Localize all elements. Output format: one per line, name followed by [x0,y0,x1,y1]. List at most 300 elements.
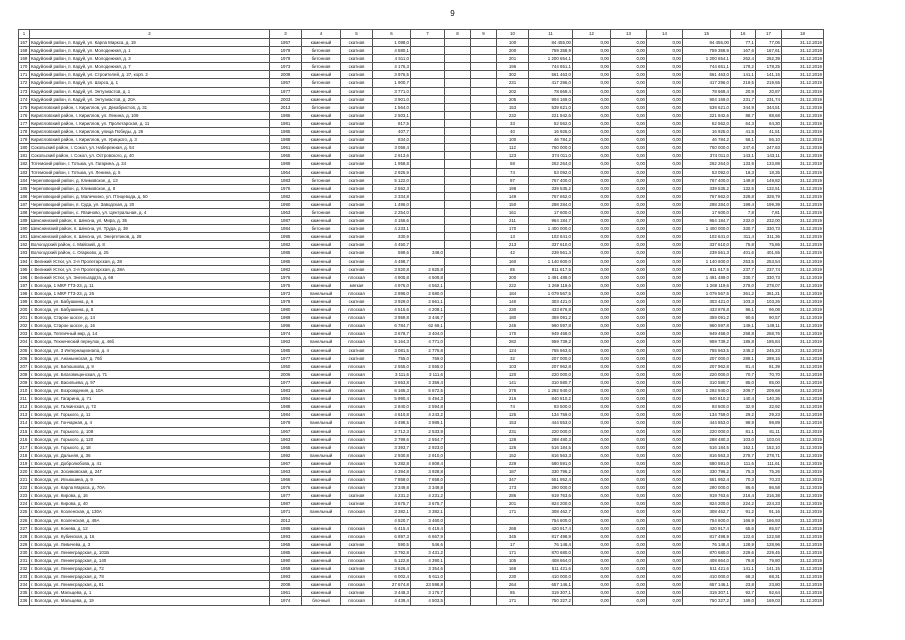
table-cell: 2 712,3 [373,427,411,435]
table-row [19,500,824,508]
table-cell: 200 [19,306,30,314]
table-cell: плоская [341,597,373,605]
table-cell: 3 626,4 [373,565,411,573]
table-cell: 232 [19,565,30,573]
table-cell: 75,8 [731,241,756,249]
table-row [19,476,824,484]
table-cell: скатная [341,540,373,548]
table-cell: 0,00 [647,119,683,127]
table-cell: Вологодский район, с. Огарково, д. 25 [30,249,270,257]
table-cell: 217 [19,443,30,451]
table-cell: 0,00 [573,87,611,95]
table-cell: 0,00 [611,451,647,459]
table-cell: 52 562,0 [683,119,731,127]
table-cell: бетонная [302,225,341,233]
table-cell: 1 400 000,0 [683,225,731,233]
table-cell: 339 535,2 [529,184,573,192]
table-cell: г. Вологда, ул. Дальняя, д. 36 [30,451,270,459]
table-cell: 153 [497,419,529,427]
table-cell: 5 122,8 [373,557,411,565]
table-cell: 1 140 600,0 [529,257,573,265]
table-cell: 230 [497,306,529,314]
table-cell: 202 [497,87,529,95]
table-cell: г. Вологда, ул. Мальцева, д. 19 [30,597,270,605]
table-cell: 767 400,0 [683,176,731,184]
table-cell: г. Вологда, ул. Кубинская, д. 16 [30,532,270,540]
table-cell: 7,81 [756,208,782,216]
table-cell: 0,00 [573,540,611,548]
table-cell: г. Вологда, ул. Васильева, д. 97 [30,378,270,386]
column-number: 8 [445,30,471,39]
table-cell: мягкая [341,281,373,289]
table-cell: 2006 [270,370,302,378]
table-cell: 1987 [270,217,302,225]
table-cell [445,71,471,79]
table-cell: 2 503,1 [373,111,411,119]
table-cell: г. Вологда, ул. Благовещенская, д. 71 [30,370,270,378]
table-cell: 433 876,8 [683,306,731,314]
table-cell: 0,00 [611,548,647,556]
table-cell: скатная [341,103,373,111]
table-cell: 0,00 [573,427,611,435]
table-cell: 0,00 [647,548,683,556]
table-cell: 31.12.2019 [782,492,824,500]
table-cell: 767 400,0 [529,176,573,184]
column-number: 14 [647,30,683,39]
table-cell: 16 925,0 [529,128,573,136]
table-cell [471,217,497,225]
table-cell: 417 296,0 [529,79,573,87]
table-cell [471,39,497,47]
table-cell: 85 [497,589,529,597]
table-cell: 128,96 [756,540,782,548]
table-cell: 196 [497,63,529,71]
table-cell: г. Вологда, ул. Ленинградская, д. 72 [30,565,270,573]
table-cell: 824 200,0 [683,500,731,508]
table-cell: 76 148,4 [529,540,573,548]
table-cell: 1967 [270,459,302,467]
table-cell: скатная [341,136,373,144]
table-cell: 561 463,0 [683,71,731,79]
table-cell: каменный [302,111,341,119]
table-cell: 31.12.2019 [782,589,824,597]
table-cell: каменный [302,435,341,443]
table-cell: Кирилловский район, г. Кириллов, улица Победы, д. 26 [30,128,270,136]
table-cell: 167,6 [731,47,756,55]
table-cell: 0,00 [573,330,611,338]
table-cell: 31.12.2019 [782,63,824,71]
table-cell: 88,68 [756,111,782,119]
table-cell: каменный [302,500,341,508]
table-cell [471,548,497,556]
table-cell: 0,00 [611,532,647,540]
table-cell: 0,00 [647,111,683,119]
table-cell: 1 269 119,6 [529,281,573,289]
table-cell: панельный [302,338,341,346]
table-cell [471,79,497,87]
table-cell: 339 535,2 [683,184,731,192]
table-cell: 185,84 [756,338,782,346]
table-cell: 551 952,4 [683,476,731,484]
table-cell: 0,00 [611,47,647,55]
table-row [19,176,824,184]
table-cell [302,516,341,524]
table-cell: г. Вологда, ул. Козленская, д. 130А [30,508,270,516]
table-cell: 759 358,9 [683,47,731,55]
table-cell: 0,00 [611,39,647,47]
table-cell: 31.12.2019 [782,71,824,79]
table-cell: 1962 [270,338,302,346]
table-cell: панельный [302,419,341,427]
table-cell: 4 498,7 [373,257,411,265]
table-cell [445,451,471,459]
table-cell: плоская [341,557,373,565]
table-cell: 141,1 [731,71,756,79]
table-row [19,516,824,524]
table-cell: 81,4 [731,362,756,370]
table-cell: 816 563,3 [683,451,731,459]
table-row [19,63,824,71]
table-row [19,484,824,492]
table-cell: каменный [302,395,341,403]
table-row [19,225,824,233]
table-row [19,330,824,338]
table-cell: Сокольский район, г. Сокол, ул. Островского, д. 40 [30,152,270,160]
table-cell: 0,00 [573,435,611,443]
table-cell [411,217,445,225]
table-cell: г. Вологда, ул. Горького, д. 108 [30,427,270,435]
table-cell: 1 200 654,1 [683,55,731,63]
table-cell: 31.12.2019 [782,241,824,249]
table-cell: скатная [341,184,373,192]
table-cell: скатная [341,492,373,500]
table-cell: 31.12.2019 [782,427,824,435]
table-cell: 70,23 [756,476,782,484]
table-cell [471,589,497,597]
table-cell: 0,00 [573,241,611,249]
table-cell: 0,00 [573,55,611,63]
table-cell: 125 [497,411,529,419]
table-cell: 1 292 940,0 [529,387,573,395]
table-cell: 216,38 [756,492,782,500]
table-cell: 817 498,9 [683,532,731,540]
table-cell: 1963 [270,435,302,443]
table-cell: бетонная [302,63,341,71]
table-cell: 1990 [270,200,302,208]
table-cell: 960 597,8 [529,322,573,330]
table-cell: 102 641,0 [529,233,573,241]
table-cell: 3 792,8 [373,548,411,556]
table-cell: 229,6 [731,548,756,556]
table-cell [445,500,471,508]
table-cell: 17 [497,540,529,548]
table-cell: 0,00 [573,411,611,419]
table-cell: 1961 [270,589,302,597]
table-cell: 3 675,7 [373,500,411,508]
table-cell: 328,8 [731,192,756,200]
table-cell: 0,00 [573,233,611,241]
table-cell: 0,00 [611,573,647,581]
table-row [19,111,824,119]
table-cell: 31.12.2019 [782,500,824,508]
table-cell: 834,0 [373,136,411,144]
data-table [18,29,824,606]
table-cell: 0,00 [611,322,647,330]
table-cell: 0,00 [647,289,683,297]
table-cell [471,128,497,136]
table-cell: 3 446,7 [411,314,445,322]
table-cell: 1 269 119,6 [683,281,731,289]
table-cell [471,306,497,314]
table-cell: 42 [497,249,529,257]
column-number: 15 [683,30,731,39]
table-cell: 0,00 [611,338,647,346]
table-cell: 31.12.2019 [782,119,824,127]
table-cell: 0,00 [647,176,683,184]
table-cell: 1975 [270,281,302,289]
table-cell: каменный [302,540,341,548]
table-cell: панельный [302,289,341,297]
table-cell: плоская [341,459,373,467]
table-cell: 206 [19,354,30,362]
table-cell: 31.12.2019 [782,419,824,427]
table-cell: плоская [341,378,373,386]
table-row [19,55,824,63]
table-cell: 2 661,1 [411,298,445,306]
table-cell: 31.12.2019 [782,176,824,184]
table-cell [445,87,471,95]
table-cell: Вологодский район, с. Майский, д. 8 [30,241,270,249]
table-cell: 2008 [270,71,302,79]
table-cell: 0,00 [647,249,683,257]
table-cell: Кадуйский район, п. Кадуй, ул. Строителей, д. 27, корп. 2 [30,71,270,79]
table-cell: 0,00 [647,217,683,225]
table-cell: 0,00 [611,208,647,216]
table-cell: 580 591,0 [683,459,731,467]
table-cell: 1971 [270,508,302,516]
table-cell: 31.12.2019 [782,306,824,314]
table-cell: каменный [302,476,341,484]
table-cell: 0,00 [647,192,683,200]
table-cell [471,298,497,306]
table-cell: 1985 [270,548,302,556]
table-cell [445,265,471,273]
table-cell [471,330,497,338]
table-row [19,184,824,192]
table-cell: 182 [19,160,30,168]
table-cell [471,111,497,119]
table-cell: 229 [497,459,529,467]
table-cell: 3 976,5 [373,71,411,79]
table-cell [445,573,471,581]
table-cell: панельный [302,451,341,459]
table-cell: 0,00 [573,39,611,47]
table-cell [471,354,497,362]
table-cell: 516 184,5 [683,443,731,451]
table-cell: 0,00 [647,467,683,475]
table-cell: каменный [302,119,341,127]
table-cell: 4 231,2 [411,492,445,500]
table-cell: 0,00 [611,200,647,208]
table-cell: 4 233,1 [373,225,411,233]
table-cell [445,217,471,225]
table-cell: 0,00 [647,540,683,548]
table-cell: 410 000,0 [529,573,573,581]
table-cell: 20,87 [756,87,782,95]
table-cell [471,314,497,322]
column-number: 18 [782,30,824,39]
table-cell: 1965 [270,152,302,160]
table-row [19,573,824,581]
table-cell: каменный [302,265,341,273]
table-cell: 91,16 [756,508,782,516]
table-cell: Тотемский район, г. Тотьма, ул. Гагарина, д. 24 [30,160,270,168]
table-cell [445,160,471,168]
table-cell: г. Вологда, ул. 3 Интернационала, д. 4 [30,346,270,354]
table-cell: 133,89 [756,160,782,168]
column-number: 2 [30,30,270,39]
table-row [19,233,824,241]
table-cell: Кадуйский район, п. Кадуй, ул. Энтузиастов, д. 20А [30,95,270,103]
table-cell: 4 809,4 [411,459,445,467]
table-cell: 31.12.2019 [782,144,824,152]
table-cell [411,79,445,87]
table-cell: 31.12.2019 [782,467,824,475]
table-cell: плоская [341,306,373,314]
table-cell [445,581,471,589]
table-cell: 31.12.2019 [782,168,824,176]
table-cell: 0,00 [573,95,611,103]
table-cell: 88,7 [731,111,756,119]
table-cell: плоская [341,548,373,556]
table-cell: бетонная [302,55,341,63]
table-cell [445,419,471,427]
table-cell: 133,9 [731,160,756,168]
table-cell: 41,51 [756,128,782,136]
table-cell: 344,9 [731,103,756,111]
table-cell: 194 [19,257,30,265]
table-cell: 169,0 [731,597,756,605]
table-cell: 760 000,0 [529,144,573,152]
table-cell: 546,6 [411,540,445,548]
table-cell: 0,00 [647,516,683,524]
table-cell [471,184,497,192]
table-cell: 2 594,8 [411,403,445,411]
table-cell: каменный [302,346,341,354]
table-cell: 4 520,7 [373,516,411,524]
table-cell: 4 771,0 [411,338,445,346]
table-cell [471,322,497,330]
table-cell [411,95,445,103]
table-cell: скатная [341,144,373,152]
table-cell: 207 000,0 [529,354,573,362]
table-cell: 31.12.2019 [782,273,824,281]
table-cell: 4 610,8 [373,411,411,419]
table-cell: 4 498,5 [373,419,411,427]
table-cell: 52 562,0 [529,119,573,127]
table-row [19,597,824,605]
table-cell: скатная [341,71,373,79]
table-cell [471,557,497,565]
table-row [19,71,824,79]
table-cell: 3 059,4 [373,144,411,152]
column-number: 17 [756,30,782,39]
table-cell [471,55,497,63]
table-cell [445,225,471,233]
table-cell: 0,00 [611,233,647,241]
table-cell [471,459,497,467]
table-cell: скатная [341,87,373,95]
table-cell: 0,00 [573,484,611,492]
table-cell: 18,35 [756,168,782,176]
table-cell: 0,00 [647,581,683,589]
table-cell: 0,00 [647,87,683,95]
table-cell: 0,00 [647,55,683,63]
table-cell [445,233,471,241]
table-cell: 3 678,7 [373,330,411,338]
table-cell [445,443,471,451]
table-cell [411,136,445,144]
table-cell: 126 [497,443,529,451]
table-cell: 207 962,8 [683,362,731,370]
column-number: 7 [411,30,445,39]
table-cell: 0,00 [573,557,611,565]
table-cell [471,176,497,184]
table-cell [411,225,445,233]
table-row [19,322,824,330]
table-cell: 1977 [270,354,302,362]
table-cell: 23,8 [731,581,756,589]
table-cell: 1980 [270,306,302,314]
table-row [19,152,824,160]
table-cell: 0,00 [611,435,647,443]
table-cell: 2 254,0 [373,208,411,216]
table-cell [411,176,445,184]
table-cell: 247,63 [756,144,782,152]
table-cell: 0,00 [611,459,647,467]
table-cell: 207 962,8 [529,362,573,370]
table-cell: 134 759,0 [683,411,731,419]
table-cell: 2 776,8 [411,346,445,354]
table-cell [471,200,497,208]
table-cell: 1985 [270,257,302,265]
table-cell: 3 081,5 [373,346,411,354]
table-cell: 31.12.2019 [782,103,824,111]
table-cell: 288 480,3 [529,435,573,443]
table-cell: каменный [302,378,341,386]
table-cell: 1950 [270,362,302,370]
table-row [19,419,824,427]
table-cell: Кадуйский район, п. Кадуй, ул. Молодежная, д. 3 [30,55,270,63]
table-cell: 31.12.2019 [782,225,824,233]
table-cell: 1 079 567,5 [529,289,573,297]
table-cell: 212 [19,403,30,411]
table-cell: Кадуйский район, п. Кадуй, ул. Молодежная, д. 1 [30,47,270,55]
table-cell: 1990 [270,557,302,565]
table-cell: 754 600,0 [683,516,731,524]
table-cell: плоская [341,362,373,370]
table-cell: 231,74 [756,95,782,103]
table-cell: 330,7 [731,225,756,233]
table-cell: 348,0 [411,249,445,257]
table-cell: 96,08 [756,306,782,314]
table-cell: 949 458,0 [683,330,731,338]
table-cell [445,346,471,354]
table-cell: 31.12.2019 [782,411,824,419]
table-cell: 278,07 [756,281,782,289]
table-cell: плоская [341,443,373,451]
table-cell [471,484,497,492]
